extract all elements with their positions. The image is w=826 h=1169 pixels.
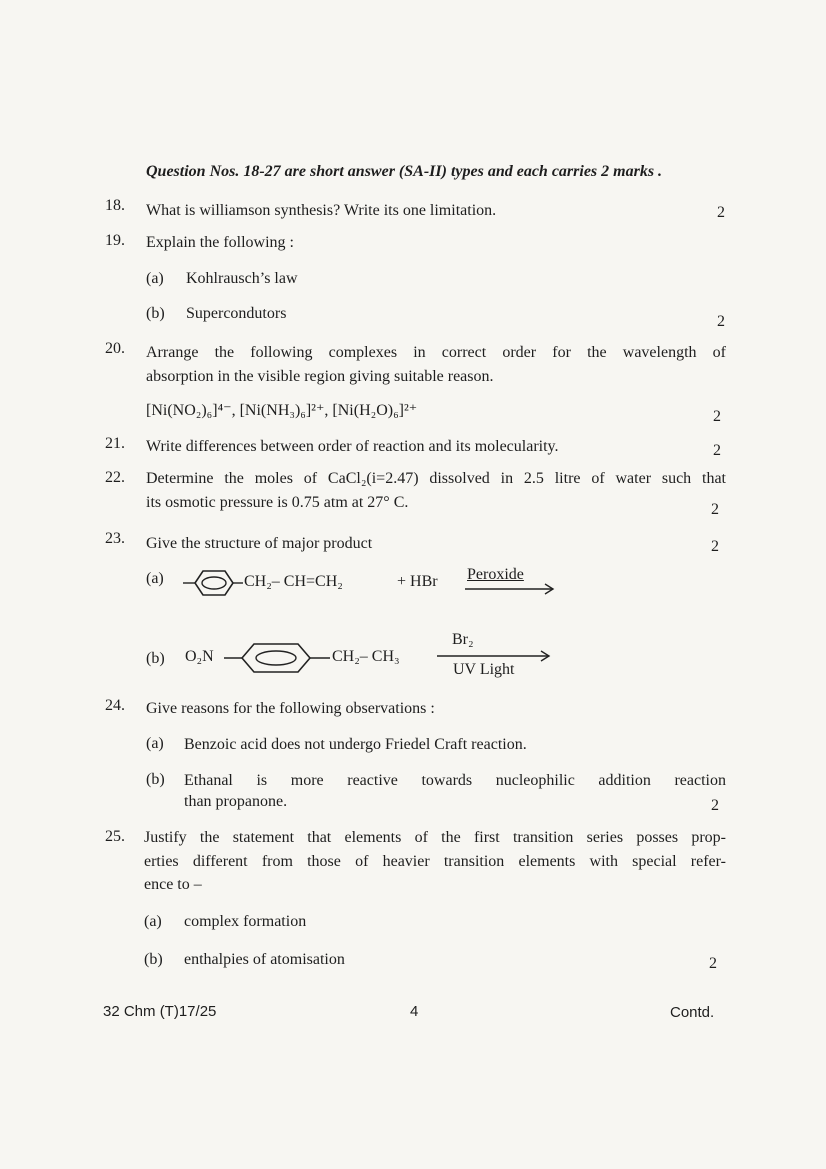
q22-number: 22. <box>105 469 125 486</box>
q23-a-condition: Peroxide <box>467 566 524 583</box>
q23-marks: 2 <box>711 538 719 555</box>
footer-contd: Contd. <box>670 1004 715 1021</box>
q19-a-label: (a) <box>146 270 164 287</box>
q20-complexes: [Ni(NO₂)₆]⁴⁻, [Ni(NH₃)₆]²⁺, [Ni(H₂O)₆]²⁺ <box>146 402 418 419</box>
q25-marks: 2 <box>709 955 717 972</box>
reaction-arrow-a <box>465 583 557 597</box>
q21-number: 21. <box>105 435 125 452</box>
q19-b-label: (b) <box>146 305 165 322</box>
q19-b-text: Supercondutors <box>186 305 287 322</box>
q19-text: Explain the following : <box>146 234 294 251</box>
q20-marks: 2 <box>713 408 721 425</box>
q19-a-text: Kohlrausch’s law <box>186 270 298 287</box>
q24-marks: 2 <box>711 797 719 814</box>
q20-number: 20. <box>105 340 125 357</box>
q24-b-label: (b) <box>146 771 165 788</box>
q23-b-reagent: Br₂ <box>452 631 474 648</box>
q23-a-chain: CH₂– CH=CH₂ <box>244 573 343 590</box>
q21-text: Write differences between order of reaction and its molecularity. <box>146 438 559 455</box>
q22-line2: its osmotic pressure is 0.75 atm at 27° C. <box>146 494 409 511</box>
q23-b-label: (b) <box>146 650 165 667</box>
q25-line3: ence to – <box>144 876 202 893</box>
benzene-ring-b <box>224 638 332 678</box>
q23-a-reagent: + HBr <box>397 573 438 590</box>
q20-line1: Arrange the following complexes in correct order for the wavelength of <box>146 344 726 361</box>
q24-a-label: (a) <box>146 735 164 752</box>
q25-line1: Justify the statement that elements of the first transition series posses prop- <box>144 829 726 846</box>
q22-line1: Determine the moles of CaCl₂(i=2.47) dissolved in 2.5 litre of water such that <box>146 470 726 487</box>
q24-b-line2: than propanone. <box>184 793 288 810</box>
footer-page-number: 4 <box>410 1003 419 1020</box>
q21-marks: 2 <box>713 442 721 459</box>
q22-marks: 2 <box>711 501 719 518</box>
q25-a-label: (a) <box>144 913 162 930</box>
q25-b-label: (b) <box>144 951 163 968</box>
section-instruction: Question Nos. 18-27 are short answer (SA-II) types and each carries 2 marks . <box>146 163 663 180</box>
q18-marks: 2 <box>717 204 725 221</box>
q23-number: 23. <box>105 530 125 547</box>
q24-a-text: Benzoic acid does not undergo Friedel Craft reaction. <box>184 736 527 753</box>
q25-line2: erties different from those of heavier transition elements with special refer- <box>144 853 726 870</box>
q20-line2: absorption in the visible region giving suitable reason. <box>146 368 494 385</box>
q23-b-prefix: O₂N <box>185 648 214 665</box>
q18-text: What is williamson synthesis? Write its one limitation. <box>146 202 497 219</box>
q24-number: 24. <box>105 697 125 714</box>
q23-b-chain: CH₂– CH₃ <box>332 648 400 665</box>
q25-b-text: enthalpies of atomisation <box>184 951 345 968</box>
q23-text: Give the structure of major product <box>146 535 373 552</box>
q24-text: Give reasons for the following observations : <box>146 700 435 717</box>
benzene-ring-a <box>183 566 243 600</box>
q24-b-line1: Ethanal is more reactive towards nucleophilic addition reaction <box>184 772 726 789</box>
q19-marks: 2 <box>717 313 725 330</box>
footer-code: 32 Chm (T)17/25 <box>103 1003 217 1020</box>
q19-number: 19. <box>105 232 125 249</box>
q25-number: 25. <box>105 828 125 845</box>
q23-a-label: (a) <box>146 570 164 587</box>
q23-b-condition: UV Light <box>453 661 515 678</box>
q25-a-text: complex formation <box>184 913 307 930</box>
q18-number: 18. <box>105 197 125 214</box>
